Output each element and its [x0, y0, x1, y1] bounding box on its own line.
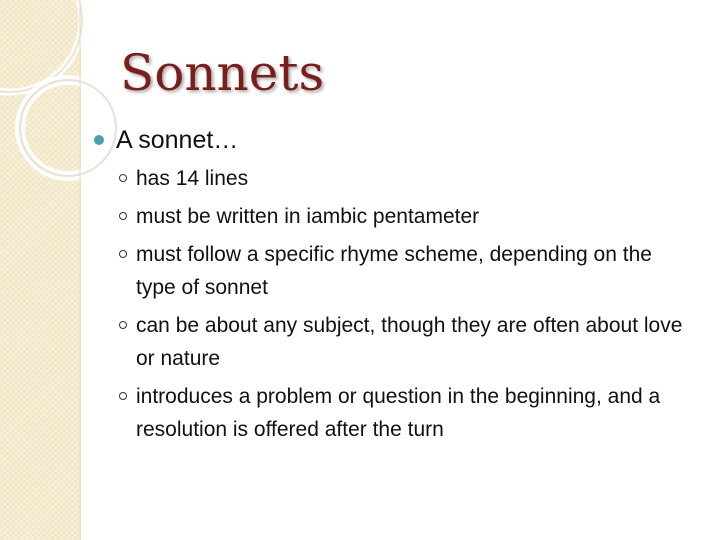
sub-bullet-item — [92, 380, 692, 446]
sub-bullet-text: has 14 lines — [136, 167, 249, 190]
ring-bullet-icon — [119, 174, 127, 182]
sub-bullet-item — [92, 200, 692, 233]
sub-bullet-item — [92, 309, 692, 375]
ring-bullet-icon — [119, 321, 127, 329]
sub-bullet-item — [92, 162, 692, 195]
sub-bullet-text: can be about any subject, though they are often about love or nature — [136, 314, 683, 370]
ring-bullet-icon — [119, 250, 127, 258]
ring-bullet-icon — [119, 212, 127, 220]
ring-bullet-icon — [119, 392, 127, 400]
bullet-list — [92, 118, 692, 451]
bullet-text: A sonnet… — [116, 126, 239, 154]
bullet-item — [92, 118, 692, 162]
sub-bullet-text: must be written in iambic pentameter — [136, 205, 480, 228]
bullet-dot-icon — [94, 135, 104, 145]
slide-title: Sonnets — [120, 44, 325, 102]
sub-bullet-item — [92, 238, 692, 304]
decorative-texture-band — [0, 0, 81, 540]
sub-bullet-text: must follow a specific rhyme scheme, depending on the type of sonnet — [136, 243, 652, 299]
sub-bullet-text: introduces a problem or question in the beginning, and a resolution is offered after the turn — [136, 385, 661, 441]
sub-bullet-list — [92, 162, 692, 446]
